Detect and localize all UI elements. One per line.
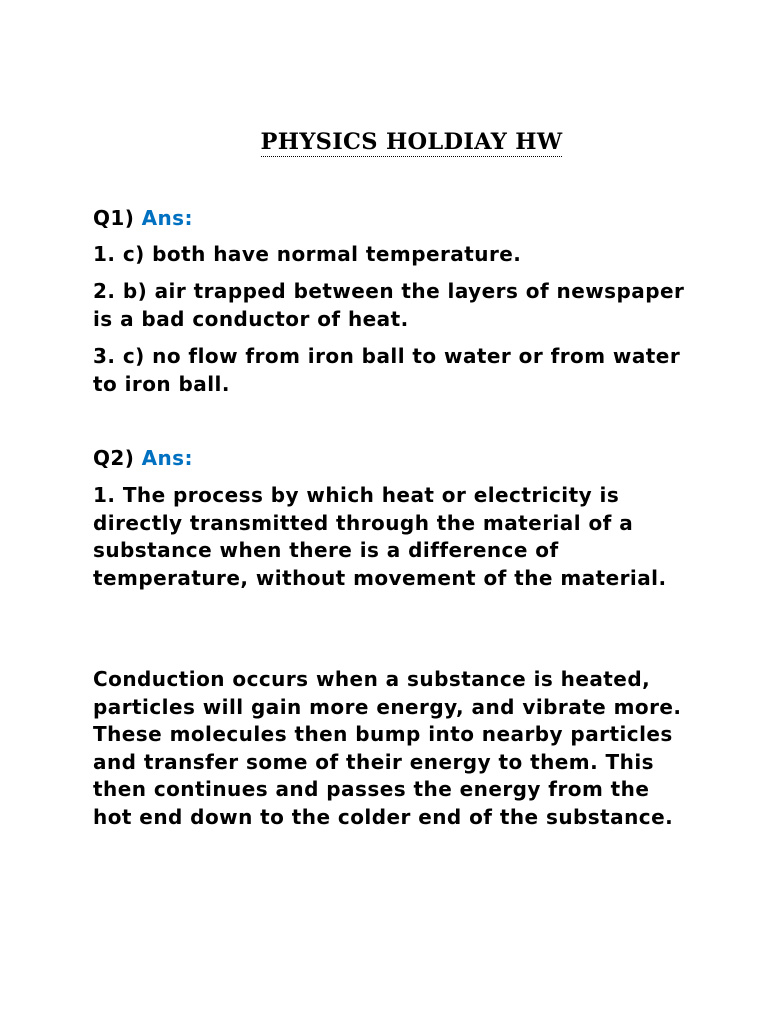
question-1-answer-3 [93,343,693,398]
paragraph-text: Conduction occurs when a substance is heated, particles will gain more energy, and vibrate more. These molecules then bump into nearby particles and transfer some of their energy to them. This then continues and passes the energy from the hot end down to the colder end of the substance. [93,667,682,829]
question-1-ans-label: Ans: [141,206,193,230]
answer-text: 1. c) both have normal temperature. [93,242,522,266]
answer-text: 3. c) no flow from iron ball to water or from water to iron ball. [93,344,681,396]
question-2-ans-label: Ans: [141,446,193,470]
question-1-label: Q1) [93,206,135,230]
question-1-answer-2 [93,278,693,333]
page-title [0,126,768,158]
page-title-text: PHYSICS HOLDIAY HW [260,129,563,155]
question-2-heading [93,444,693,472]
question-1-heading [93,204,693,232]
question-2-label: Q2) [93,446,135,470]
question-1-answer-1 [93,241,693,269]
paragraph-text: 1. The process by which heat or electricity is directly transmitted through the material of a substance when there is a difference of temperature, without movement of the material. [93,483,667,590]
answer-text: 2. b) air trapped between the layers of newspaper is a bad conductor of heat. [93,279,685,331]
question-2-paragraph-2 [93,666,693,831]
question-2-paragraph-1 [93,482,693,592]
